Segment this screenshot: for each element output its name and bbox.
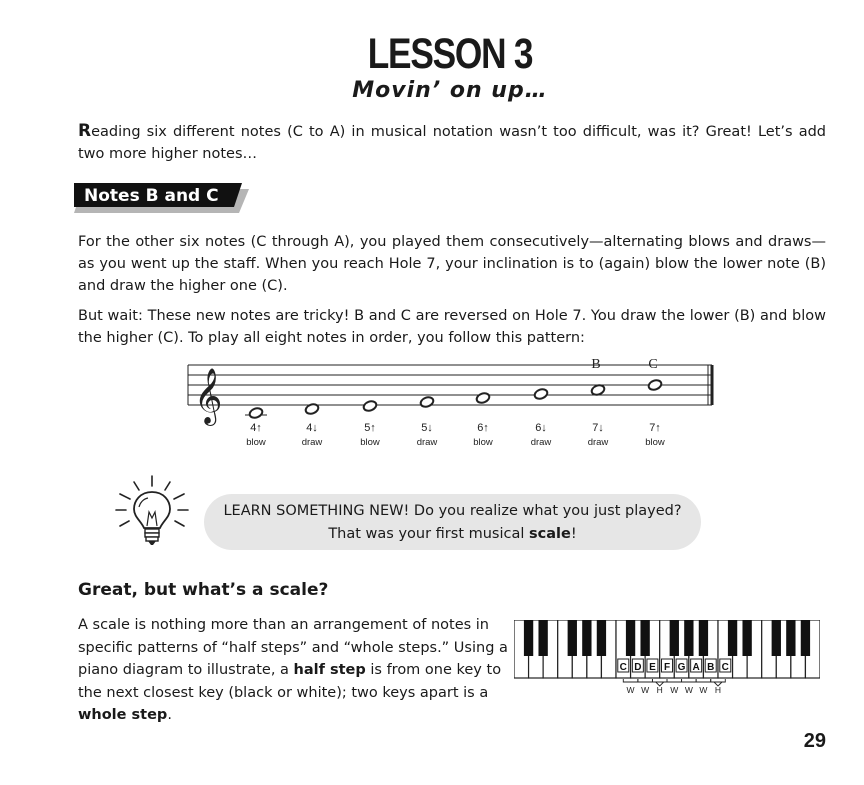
note-head xyxy=(362,400,377,413)
step-label: H xyxy=(656,685,663,695)
action-label: draw xyxy=(301,437,323,448)
step-label: W xyxy=(670,685,679,695)
music-staff xyxy=(180,355,720,455)
key-label: A xyxy=(692,662,700,673)
step-bracket xyxy=(711,679,726,682)
note-head xyxy=(590,384,605,397)
note-label-c: C xyxy=(648,357,658,372)
callout-line-2-end: ! xyxy=(570,526,577,542)
action-label: draw xyxy=(416,437,438,448)
action-label: blow xyxy=(246,437,266,448)
step-label: W xyxy=(699,685,708,695)
scale-paragraph xyxy=(78,614,508,727)
action-label: blow xyxy=(473,437,493,448)
step-label: W xyxy=(641,685,650,695)
note-captions xyxy=(246,422,665,448)
key-label: E xyxy=(649,662,656,673)
key-label: C xyxy=(619,662,627,673)
action-label: draw xyxy=(530,437,552,448)
black-key xyxy=(597,620,606,656)
callout-line-1: LEARN SOMETHING NEW! Do you realize what you just played? xyxy=(223,503,682,519)
paragraph-2: But wait: These new notes are tricky! B and C are reversed on Hole 7. You draw the lower (B) and blow the higher (C). To play all eight notes in order, you follow this pattern: xyxy=(78,308,826,346)
half-step-term: half step xyxy=(293,662,366,678)
step-bracket xyxy=(667,679,682,682)
black-key xyxy=(742,620,751,656)
callout-line-2 xyxy=(204,523,701,546)
scale-text-3: . xyxy=(167,707,172,723)
hole-label: 4↓ xyxy=(306,422,318,434)
note-head xyxy=(475,392,490,405)
hole-label: 5↓ xyxy=(421,422,433,434)
black-key xyxy=(626,620,635,656)
step-label: W xyxy=(626,685,635,695)
key-label: D xyxy=(634,662,642,673)
intro-text: eading six different notes (C to A) in musical notation wasn’t too difficult, was it? Great! Let’s add two more higher notes… xyxy=(78,124,826,162)
black-key xyxy=(582,620,591,656)
black-key xyxy=(538,620,547,656)
key-label: C xyxy=(721,662,729,673)
black-key xyxy=(772,620,781,656)
action-label: blow xyxy=(360,437,380,448)
callout-text xyxy=(204,500,701,546)
whole-step-term: whole step xyxy=(78,707,168,723)
black-key xyxy=(524,620,533,656)
scale-text-1: A scale is nothing more than an arrangement of notes in specific patterns of “half steps” and “whole steps.” Using a piano diagram to illustrate, a xyxy=(78,617,508,678)
lesson-title: LESSON 3 xyxy=(367,30,533,78)
action-label: blow xyxy=(645,437,665,448)
step-marks xyxy=(623,679,725,695)
step-label: W xyxy=(684,685,693,695)
note-head xyxy=(533,388,548,401)
section-banner-label: Notes B and C xyxy=(84,186,219,206)
hole-label: 4↑ xyxy=(250,422,262,434)
black-key xyxy=(801,620,810,656)
black-key xyxy=(786,620,795,656)
hole-label: 5↑ xyxy=(364,422,376,434)
hole-label: 7↓ xyxy=(592,422,604,434)
note-label-b: B xyxy=(591,357,601,372)
black-key xyxy=(699,620,708,656)
callout-keyword: scale xyxy=(529,526,571,542)
treble-clef-icon: 𝄞 xyxy=(194,368,223,424)
black-key xyxy=(568,620,577,656)
lightbulb-icon xyxy=(112,474,192,554)
scale-text-2: is from one key to the next closest key (black or white); two keys apart is a xyxy=(78,662,502,701)
drop-cap: R xyxy=(78,121,92,141)
hole-label: 7↑ xyxy=(649,422,661,434)
note-head xyxy=(419,396,434,409)
paragraph-1: For the other six notes (C through A), you played them consecutively—alternating blows and draws—as you went up the staff. When you reach Hole 7, your inclination is to (again) blow the lower note (B) and draw the higher one (C). xyxy=(78,234,826,294)
action-label: draw xyxy=(587,437,609,448)
step-bracket xyxy=(682,679,697,682)
step-bracket xyxy=(638,679,653,682)
scale-heading: Great, but what’s a scale? xyxy=(78,580,329,600)
key-label: F xyxy=(663,662,671,673)
lesson-subtitle: Movin’ on up… xyxy=(352,78,548,103)
step-label: H xyxy=(714,685,722,695)
intro-paragraph xyxy=(78,120,826,165)
page-number: 29 xyxy=(803,730,826,752)
key-label: G xyxy=(677,662,686,673)
piano-diagram xyxy=(514,620,820,702)
black-key xyxy=(728,620,737,656)
note-head xyxy=(647,379,662,392)
black-key xyxy=(670,620,679,656)
note-head xyxy=(248,407,263,420)
step-bracket xyxy=(696,679,711,682)
step-bracket xyxy=(623,679,638,682)
step-bracket xyxy=(652,679,667,682)
hole-label: 6↓ xyxy=(535,422,547,434)
callout-line-2-text: That was your first musical xyxy=(328,526,530,542)
black-key xyxy=(640,620,649,656)
hole-label: 6↑ xyxy=(477,422,489,434)
black-key xyxy=(684,620,693,656)
key-label: B xyxy=(707,662,715,673)
